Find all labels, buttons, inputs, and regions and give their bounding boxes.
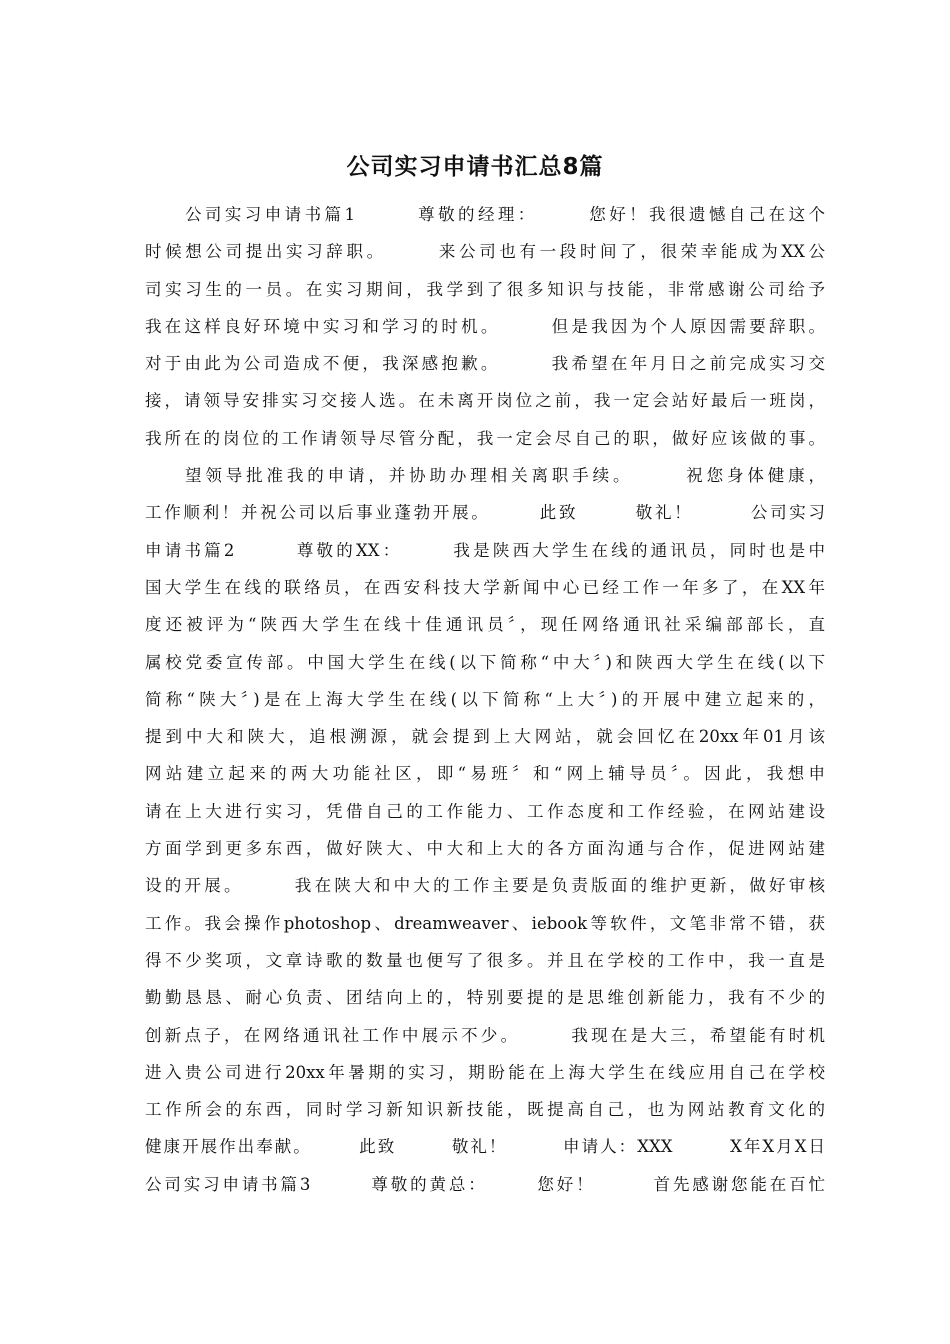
body-line: 工作。我会操作photoshop、dreamweaver、iebook等软件，文笔非常不错，获 [145,913,825,933]
body-line: 司实习生的一员。在实习期间，我学到了很多知识与技能，非常感谢公司给予 [145,279,825,299]
body-line: 国大学生在线的联络员，在西安科技大学新闻中心已经工作一年多了，在XX年 [145,577,825,597]
body-line: 请在上大进行实习，凭借自己的工作能力、工作态度和工作经验，在网站建设 [145,801,825,821]
body-line: 勤勤恳恳、耐心负责、团结向上的，特别要提的是思维创新能力，我有不少的 [145,988,825,1008]
body-line: 提到中大和陕大，追根溯源，就会提到上大网站，就会回忆在20xx年01月该 [145,727,825,747]
body-line: 工作顺利！并祝公司以后事业蓬勃开展。 此致 敬礼！ 公司实习 [145,503,825,523]
body-line: 我在这样良好环境中实习和学习的时机。 但是我因为个人原因需要辞职。 [145,316,825,336]
body-line: 公司实习申请书篇1 尊敬的经理： 您好！我很遗憾自己在这个 [185,205,825,224]
body-line: 我所在的岗位的工作请领导尽管分配，我一定会尽自己的职，做好应该做的事。 [145,428,825,448]
body-line: 进入贵公司进行20xx年暑期的实习，期盼能在上海大学生在线应用自己在学校 [145,1062,825,1082]
body-line: 公司实习申请书篇3 尊敬的黄总： 您好！ 首先感谢您能在百忙 [145,1174,825,1194]
body-line: 工作所会的东西，同时学习新知识新技能，既提高自己，也为网站教育文化的 [145,1100,825,1120]
body-line: 对于由此为公司造成不便，我深感抱歉。 我希望在年月日之前完成实习交 [145,354,825,374]
body-line: 健康开展作出奉献。 此致 敬礼！ 申请人：XXX X年X月X日 [145,1137,825,1157]
body-line: 望领导批准我的申请，并协助办理相关离职手续。 祝您身体健康， [185,466,825,486]
document-body [145,196,825,1203]
body-line: 属校党委宣传部。中国大学生在线(以下简称“中大〞)和陕西大学生在线(以下 [145,652,825,672]
body-line: 时候想公司提出实习辞职。 来公司也有一段时间了，很荣幸能成为XX公 [145,242,825,262]
document-title: 公司实习申请书汇总8篇 [346,154,604,180]
body-line: 接，请领导安排实习交接人选。在未离开岗位之前，我一定会站好最后一班岗， [145,391,825,411]
body-line: 度还被评为“陕西大学生在线十佳通讯员〞，现任网络通讯社采编部部长，直 [145,615,825,635]
body-line: 网站建立起来的两大功能社区，即“易班〞和“网上辅导员〞。因此，我想申 [145,764,825,784]
body-line: 简称“陕大〞)是在上海大学生在线(以下简称“上大〞)的开展中建立起来的， [145,689,825,709]
body-line: 设的开展。 我在陕大和中大的工作主要是负责版面的维护更新，做好审核 [145,876,825,896]
body-line: 创新点子，在网络通讯社工作中展示不少。 我现在是大三，希望能有时机 [145,1025,825,1045]
body-line: 方面学到更多东西，做好陕大、中大和上大的各方面沟通与合作，促进网站建 [145,839,825,859]
body-line: 申请书篇2 尊敬的XX： 我是陕西大学生在线的通讯员，同时也是中 [145,540,825,560]
body-line: 得不少奖项，文章诗歌的数量也便写了很多。并且在学校的工作中，我一直是 [145,950,825,970]
